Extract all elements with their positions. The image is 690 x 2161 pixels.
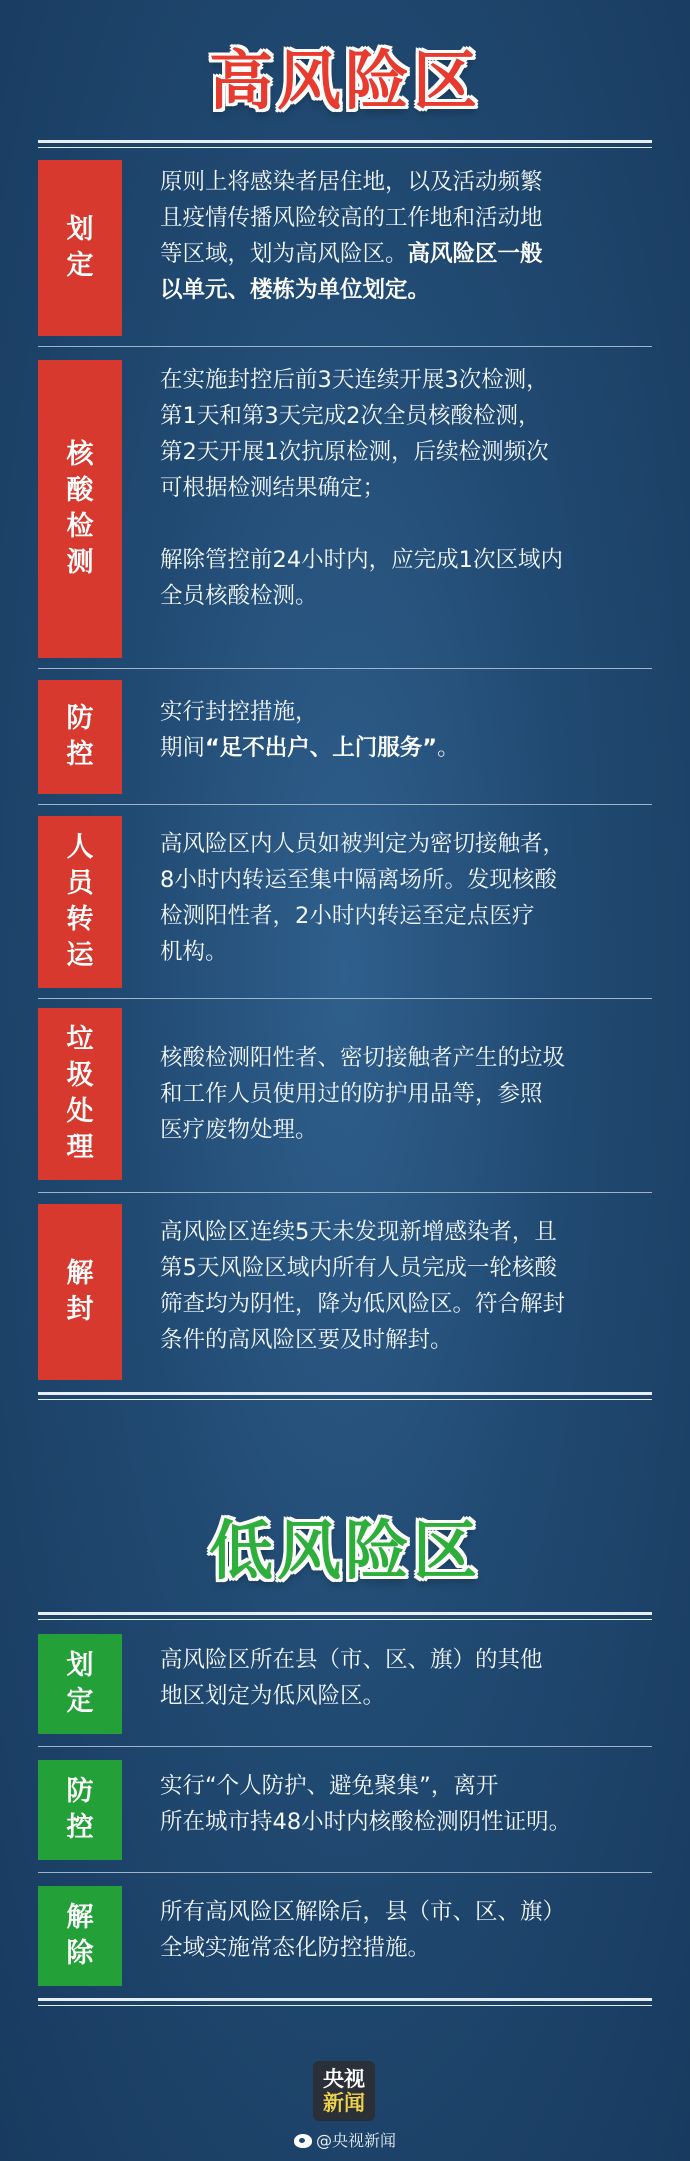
row-divider: [38, 668, 652, 669]
low-top-rule: [38, 1612, 652, 1620]
row-label-text: 核酸检测: [66, 439, 94, 578]
row-text: 高风险区所在县（市、区、旗）的其他 地区划定为低风险区。: [160, 1647, 543, 1709]
row-label: [38, 1008, 122, 1180]
logo-line2: 新闻: [323, 2091, 365, 2115]
row-label-text: 解封: [66, 1258, 94, 1325]
high-row-designate: [38, 160, 652, 336]
row-label-text: 防控: [66, 1776, 94, 1843]
high-row-lift: [38, 1204, 652, 1380]
watermark-text: @央视新闻: [315, 2131, 396, 2150]
row-text: 所有高风险区解除后，县（市、区、旗） 全域实施常态化防控措施。: [160, 1899, 566, 1961]
low-row-release: [38, 1886, 652, 1986]
row-text-tail: 。: [437, 735, 460, 761]
row-divider: [38, 1192, 652, 1193]
row-divider: [38, 346, 652, 347]
row-divider: [38, 998, 652, 999]
row-divider: [38, 1872, 652, 1873]
row-text: 在实施封控后前3天连续开展3次检测， 第1天和第3天完成2次全员核酸检测， 第2天开展1次抗原检测，后续检测频次 可根据检测结果确定； 解除管控前24小时内，应完成1次区域内 全员核酸检测。: [160, 367, 563, 609]
high-risk-title: 高风险区: [209, 45, 481, 119]
row-label: [38, 816, 122, 988]
row-label: [38, 160, 122, 336]
row-divider: [38, 804, 652, 805]
row-text: [160, 694, 655, 766]
row-text-bold: 高风险区一般 以单元、楼栋为单位划定。: [160, 241, 543, 303]
row-text: 高风险区连续5天未发现新增感染者，且 第5天风险区域内所有人员完成一轮核酸 筛查均为阴性，降为低风险区。符合解封 条件的高风险区要及时解封。: [160, 1219, 566, 1353]
row-text: 实行“个人防护、避免聚集”，离开 所在城市持48小时内核酸检测阴性证明。: [160, 1773, 572, 1835]
row-label: [38, 1204, 122, 1380]
weibo-watermark: [0, 2128, 690, 2151]
high-top-rule: [38, 140, 652, 148]
cctv-news-logo: [313, 2061, 375, 2121]
low-row-designate: [38, 1634, 652, 1734]
row-label-text: 划定: [66, 214, 94, 281]
low-row-control: [38, 1760, 652, 1860]
row-label-text: 解除: [66, 1902, 94, 1969]
weibo-icon: [294, 2134, 312, 2148]
row-label: [38, 680, 122, 794]
row-text-body: 实行封控措施， 期间: [160, 699, 318, 761]
row-label: [38, 1886, 122, 1986]
row-label-text: 防控: [66, 703, 94, 770]
row-text: 核酸检测阳性者、密切接触者产生的垃圾 和工作人员使用过的防护用品等，参照 医疗废物处理。: [160, 1045, 566, 1143]
high-row-waste: [38, 1008, 652, 1180]
row-label: [38, 1760, 122, 1860]
row-label: [38, 1634, 122, 1734]
row-text-bold: “足不出户、上门服务”: [205, 735, 438, 761]
high-bottom-rule: [38, 1392, 652, 1400]
row-divider: [38, 1746, 652, 1747]
row-label-text: 垃圾处理: [66, 1024, 94, 1163]
row-label-text: 人员转运: [66, 832, 94, 971]
row-label: [38, 360, 122, 658]
low-bottom-rule: [38, 1998, 652, 2006]
row-text: [160, 164, 655, 308]
high-row-control: [38, 680, 652, 794]
row-text: 高风险区内人员如被判定为密切接触者， 8小时内转运至集中隔离场所。发现核酸 检测阳性者，2小时内转运至定点医疗 机构。: [160, 831, 566, 965]
row-text-body: 原则上将感染者居住地，以及活动频繁 且疫情传播风险较高的工作地和活动地 等区域，划为高风险区。: [160, 169, 543, 267]
high-row-transfer: [38, 816, 652, 988]
high-row-nucleic-testing: [38, 360, 652, 658]
low-risk-title: 低风险区: [209, 1515, 481, 1589]
row-label-text: 划定: [66, 1650, 94, 1717]
logo-line1: 央视: [323, 2067, 365, 2091]
